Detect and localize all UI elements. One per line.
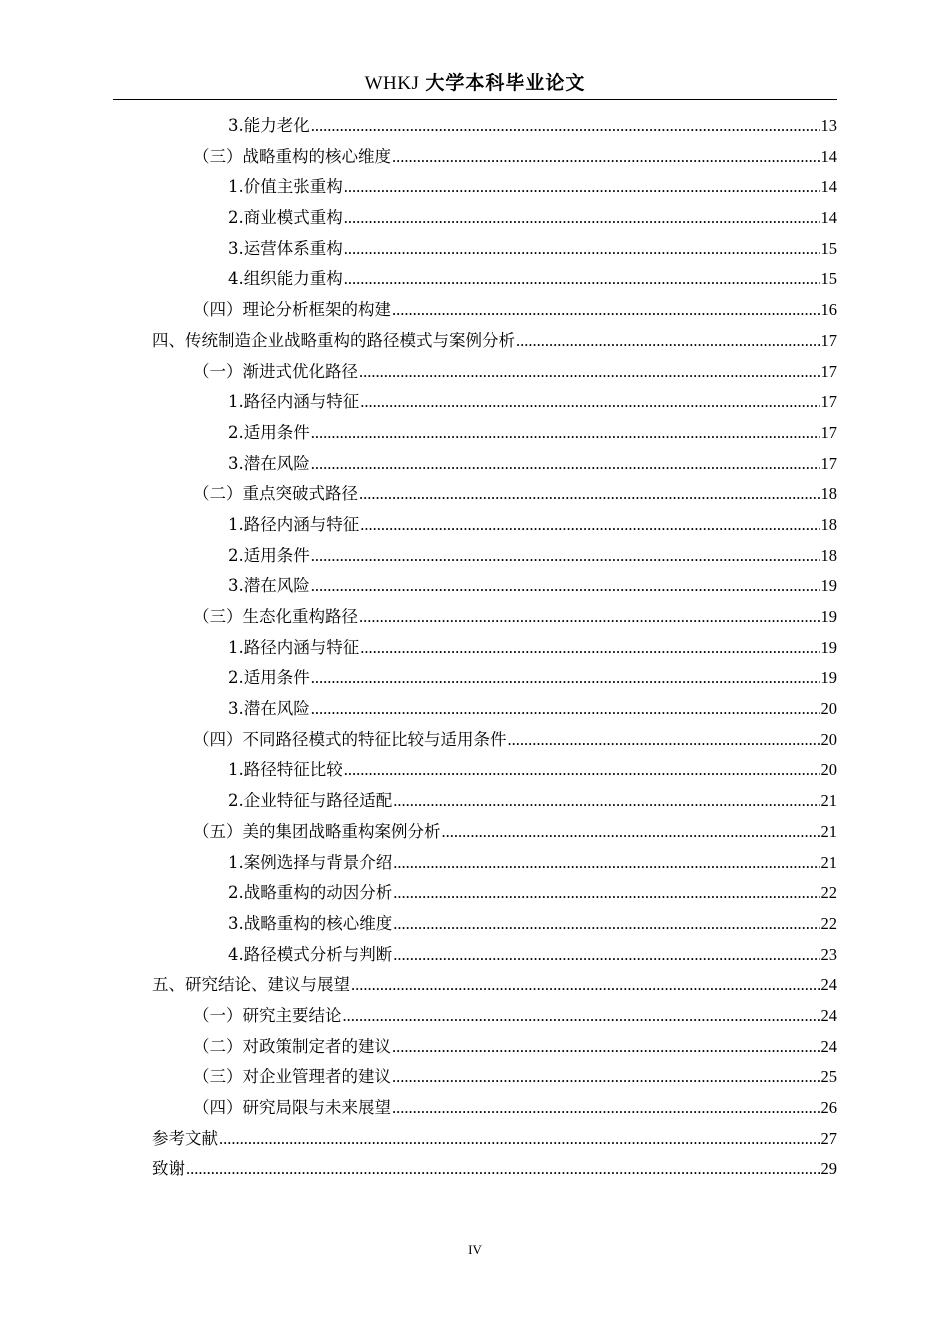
toc-entry-row — [228, 909, 837, 940]
toc-dot-leader — [343, 1001, 820, 1032]
toc-entry-label: 3.潜在风险 — [228, 453, 310, 473]
toc-dot-leader — [311, 418, 820, 449]
toc-entry-label: 1.路径特征比较 — [228, 760, 343, 780]
toc-entry-label: 1.路径内涵与特征 — [228, 637, 360, 657]
toc-entry[interactable] — [0, 418, 950, 449]
toc-entry-page: 20 — [820, 760, 837, 780]
toc-dot-leader — [442, 817, 820, 848]
toc-dot-leader — [508, 725, 820, 756]
toc-dot-leader — [344, 755, 820, 786]
toc-dot-leader — [344, 234, 820, 265]
toc-entry-label: 参考文献 — [152, 1128, 218, 1148]
toc-entry-label: 3.运营体系重构 — [228, 238, 343, 258]
toc-entry-row — [193, 1093, 837, 1124]
toc-entry[interactable] — [0, 1001, 950, 1032]
toc-entry-label: （四）研究局限与未来展望 — [193, 1098, 391, 1117]
toc-entry[interactable] — [0, 357, 950, 388]
toc-entry-page: 18 — [820, 514, 837, 534]
toc-entry-page: 22 — [820, 913, 837, 933]
toc-entry-label: 2.商业模式重构 — [228, 208, 343, 228]
toc-entry-label: 1.路径内涵与特征 — [228, 392, 360, 412]
toc-dot-leader — [219, 1124, 820, 1155]
toc-entry-page: 29 — [820, 1159, 837, 1179]
toc-entry[interactable] — [0, 1062, 950, 1093]
toc-entry-page: 15 — [820, 238, 837, 258]
toc-entry[interactable] — [0, 142, 950, 173]
toc-entry-label: 3.潜在风险 — [228, 699, 310, 719]
toc-dot-leader — [359, 357, 820, 388]
toc-entry-label: 3.潜在风险 — [228, 576, 310, 596]
toc-entry-label: （三）生态化重构路径 — [193, 607, 358, 626]
toc-entry-row — [228, 694, 837, 725]
toc-entry-page: 14 — [820, 177, 837, 197]
toc-dot-leader — [186, 1154, 820, 1185]
toc-entry-page: 15 — [820, 269, 837, 289]
toc-entry-label: 1.案例选择与背景介绍 — [228, 852, 393, 872]
toc-dot-leader — [311, 571, 820, 602]
toc-entry[interactable] — [0, 755, 950, 786]
toc-dot-leader — [344, 264, 820, 295]
toc-entry-label: （二）重点突破式路径 — [193, 484, 358, 504]
toc-entry-page: 17 — [820, 330, 837, 350]
toc-entry-label: 1.价值主张重构 — [228, 177, 343, 197]
toc-entry[interactable] — [0, 111, 950, 142]
toc-entry-page: 19 — [820, 607, 837, 626]
toc-entry-label: 2.适用条件 — [228, 668, 310, 688]
toc-entry-page: 13 — [820, 116, 837, 135]
toc-entry-row — [193, 479, 837, 510]
toc-entry-label: 2.企业特征与路径适配 — [228, 791, 393, 811]
toc-entry[interactable] — [0, 1032, 950, 1063]
toc-entry[interactable] — [0, 449, 950, 480]
toc-entry[interactable] — [0, 172, 950, 203]
toc-entry-page: 14 — [820, 146, 837, 166]
toc-entry[interactable] — [0, 295, 950, 326]
toc-entry-row — [228, 387, 837, 418]
page-header — [113, 68, 837, 100]
toc-entry[interactable] — [0, 510, 950, 541]
toc-dot-leader — [311, 111, 820, 142]
toc-entry-row — [152, 1154, 837, 1185]
toc-entry[interactable] — [0, 326, 950, 357]
toc-entry-page: 16 — [820, 300, 837, 320]
toc-entry[interactable] — [0, 940, 950, 971]
toc-entry[interactable] — [0, 1124, 950, 1155]
toc-entry-label: 3.能力老化 — [228, 116, 310, 135]
toc-entry-page: 17 — [820, 392, 837, 412]
toc-entry-row — [228, 663, 837, 694]
toc-dot-leader — [344, 172, 820, 203]
toc-entry-label: （五）美的集团战略重构案例分析 — [193, 821, 441, 841]
toc-entry-page: 14 — [820, 208, 837, 228]
toc-entry-page: 22 — [820, 883, 837, 903]
toc-entry-label: （一）研究主要结论 — [193, 1005, 342, 1025]
toc-entry-row — [228, 264, 837, 295]
toc-entry-page: 21 — [820, 791, 837, 811]
header-title-text: 大学本科毕业论文 — [425, 72, 586, 94]
toc-entry-page: 18 — [820, 484, 837, 504]
toc-entry-row — [228, 541, 837, 572]
toc-entry[interactable] — [0, 694, 950, 725]
toc-dot-leader — [393, 848, 819, 879]
toc-entry-page: 25 — [820, 1067, 837, 1087]
toc-entry-page: 21 — [820, 821, 837, 841]
toc-dot-leader — [311, 449, 820, 480]
toc-dot-leader — [393, 786, 819, 817]
toc-dot-leader — [516, 326, 820, 357]
toc-entry[interactable] — [0, 571, 950, 602]
toc-entry-page: 18 — [820, 545, 837, 565]
toc-entry[interactable] — [0, 541, 950, 572]
toc-dot-leader — [359, 479, 820, 510]
toc-entry-row — [193, 602, 837, 633]
toc-entry-label: 2.战略重构的动因分析 — [228, 883, 393, 903]
toc-dot-leader — [360, 510, 819, 541]
toc-entry-page: 24 — [820, 1005, 837, 1025]
toc-entry-label: 2.适用条件 — [228, 545, 310, 565]
toc-entry[interactable] — [0, 602, 950, 633]
toc-entry-row — [193, 1062, 837, 1093]
toc-entry-label: （三）战略重构的核心维度 — [193, 146, 391, 166]
toc-entry-row — [228, 755, 837, 786]
toc-entry[interactable] — [0, 479, 950, 510]
toc-entry-row — [193, 817, 837, 848]
toc-entry-label: 4.路径模式分析与判断 — [228, 944, 393, 964]
toc-entry-row — [193, 1001, 837, 1032]
toc-entry-page: 27 — [820, 1128, 837, 1148]
toc-entry-page: 17 — [820, 361, 837, 381]
toc-entry-page: 26 — [820, 1098, 837, 1117]
toc-dot-leader — [360, 633, 819, 664]
toc-entry[interactable] — [0, 848, 950, 879]
toc-entry-row — [228, 633, 837, 664]
toc-entry-row — [152, 326, 837, 357]
toc-entry-label: 2.适用条件 — [228, 422, 310, 442]
toc-entry-label: 四、传统制造企业战略重构的路径模式与案例分析 — [152, 330, 515, 350]
header-latin-text: WHKJ — [364, 73, 420, 94]
toc-entry-row — [228, 172, 837, 203]
toc-dot-leader — [311, 694, 820, 725]
toc-entry-page: 19 — [820, 637, 837, 657]
toc-entry[interactable] — [0, 725, 950, 756]
toc-dot-leader — [392, 295, 820, 326]
toc-entry-label: 五、研究结论、建议与展望 — [152, 975, 350, 995]
toc-entry[interactable] — [0, 663, 950, 694]
toc-entry-label: （三）对企业管理者的建议 — [193, 1067, 391, 1087]
toc-entry-row — [193, 142, 837, 173]
toc-entry[interactable] — [0, 203, 950, 234]
toc-dot-leader — [392, 1062, 820, 1093]
toc-entry-row — [228, 418, 837, 449]
toc-entry-row — [193, 357, 837, 388]
toc-entry[interactable] — [0, 817, 950, 848]
toc-entry-row — [228, 234, 837, 265]
toc-entry[interactable] — [0, 633, 950, 664]
toc-dot-leader — [392, 142, 820, 173]
toc-entry-row — [228, 786, 837, 817]
toc-entry-row — [193, 1032, 837, 1063]
toc-entry-row — [193, 295, 837, 326]
toc-entry-label: 致谢 — [152, 1159, 185, 1179]
toc-dot-leader — [351, 970, 820, 1001]
page-number: IV — [468, 1242, 482, 1257]
toc-entry-row — [228, 203, 837, 234]
toc-entry-page: 20 — [820, 729, 837, 749]
toc-entry[interactable] — [0, 786, 950, 817]
table-of-contents — [0, 111, 950, 1185]
toc-entry-page: 19 — [820, 668, 837, 688]
toc-entry-label: （一）渐进式优化路径 — [193, 361, 358, 381]
toc-entry[interactable] — [0, 387, 950, 418]
toc-entry-row — [228, 510, 837, 541]
toc-entry-page: 20 — [820, 699, 837, 719]
toc-dot-leader — [359, 602, 820, 633]
toc-entry-label: （四）理论分析框架的构建 — [193, 300, 391, 320]
toc-dot-leader — [344, 203, 820, 234]
toc-entry-row — [228, 940, 837, 971]
toc-entry-page: 17 — [820, 422, 837, 442]
toc-entry-label: （四）不同路径模式的特征比较与适用条件 — [193, 729, 507, 749]
toc-entry[interactable] — [0, 264, 950, 295]
toc-entry-page: 24 — [820, 1036, 837, 1056]
toc-entry-row — [228, 571, 837, 602]
toc-entry[interactable] — [0, 970, 950, 1001]
toc-entry-page: 19 — [820, 576, 837, 596]
toc-dot-leader — [392, 1032, 820, 1063]
toc-dot-leader — [393, 940, 819, 971]
toc-entry-label: 3.战略重构的核心维度 — [228, 913, 393, 933]
toc-entry-page: 17 — [820, 453, 837, 473]
toc-entry-row — [152, 1124, 837, 1155]
toc-entry-row — [228, 111, 837, 142]
toc-entry-row — [193, 725, 837, 756]
toc-entry[interactable] — [0, 1154, 950, 1185]
toc-entry-row — [228, 449, 837, 480]
toc-entry-label: （二）对政策制定者的建议 — [193, 1036, 391, 1056]
toc-entry-label: 1.路径内涵与特征 — [228, 514, 360, 534]
toc-entry[interactable] — [0, 878, 950, 909]
toc-dot-leader — [392, 1093, 820, 1124]
toc-entry[interactable] — [0, 1093, 950, 1124]
toc-dot-leader — [393, 909, 819, 940]
toc-entry-row — [228, 878, 837, 909]
toc-entry-row — [228, 848, 837, 879]
toc-entry-page: 23 — [820, 944, 837, 964]
toc-entry-page: 24 — [820, 975, 837, 995]
toc-entry[interactable] — [0, 909, 950, 940]
toc-entry-page: 21 — [820, 852, 837, 872]
toc-entry-label: 4.组织能力重构 — [228, 269, 343, 289]
toc-dot-leader — [393, 878, 819, 909]
toc-entry[interactable] — [0, 234, 950, 265]
toc-entry-row — [152, 970, 837, 1001]
toc-dot-leader — [311, 663, 820, 694]
toc-dot-leader — [311, 541, 820, 572]
toc-dot-leader — [360, 387, 819, 418]
